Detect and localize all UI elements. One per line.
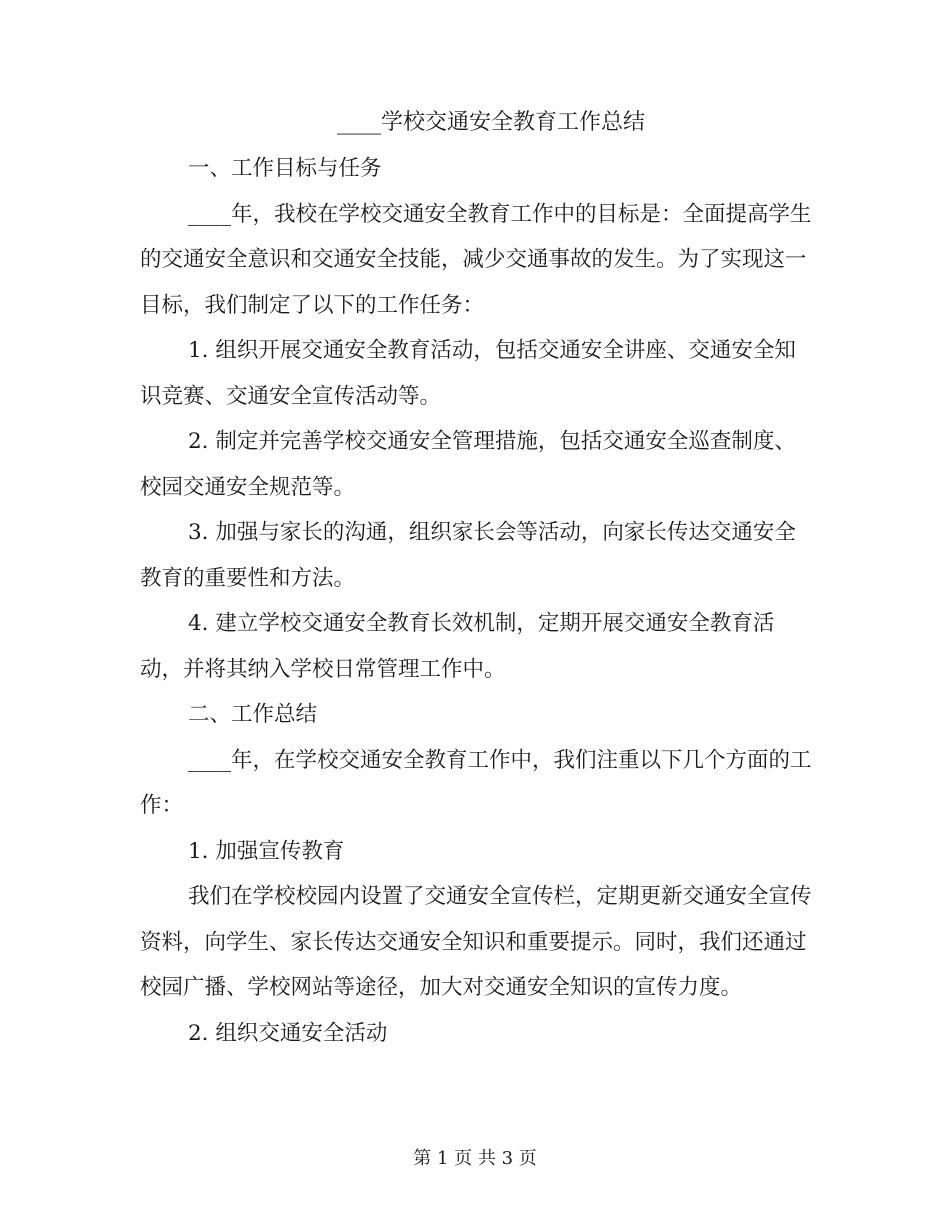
paragraph-publicity: 我们在学校校园内设置了交通安全宣传栏，定期更新交通安全宣传资料，向学生、家长传达交通安全知识和重要提示。同时，我们还通过校园广播、学校网站等途径，加大对交通安全知识的宣传力度。	[140, 884, 812, 1000]
task-item-4: 4. 建立学校交通安全教育长效机制，定期开展交通安全教育活动，并将其纳入学校日常管理工作中。	[140, 611, 775, 682]
subheading-activities: 2. 组织交通安全活动	[188, 1020, 388, 1046]
document-title: ____学校交通安全教育工作总结	[336, 110, 645, 135]
task-item-3: 3. 加强与家长的沟通，组织家长会等活动，向家长传达交通安全教育的重要性和方法。	[140, 520, 796, 591]
document-body	[140, 100, 812, 1056]
subheading-publicity: 1. 加强宣传教育	[188, 838, 345, 864]
paragraph-summary: ____年，在学校交通安全教育工作中，我们注重以下几个方面的工作：	[140, 747, 812, 818]
task-item-2: 2. 制定并完善学校交通安全管理措施，包括交通安全巡查制度、校园交通安全规范等。	[140, 429, 796, 500]
paragraph-goals: ____年，我校在学校交通安全教育工作中的目标是：全面提高学生的交通安全意识和交通安全技能，减少交通事故的发生。为了实现这一目标，我们制定了以下的工作任务：	[140, 201, 812, 318]
task-item-1: 1. 组织开展交通安全教育活动，包括交通安全讲座、交通安全知识竞赛、交通安全宣传活动等。	[140, 338, 796, 409]
page-number-footer: 第 1 页 共 3 页	[413, 1148, 537, 1169]
section-heading-goals: 一、工作目标与任务	[188, 156, 382, 181]
section-heading-summary: 二、工作总结	[188, 702, 318, 727]
